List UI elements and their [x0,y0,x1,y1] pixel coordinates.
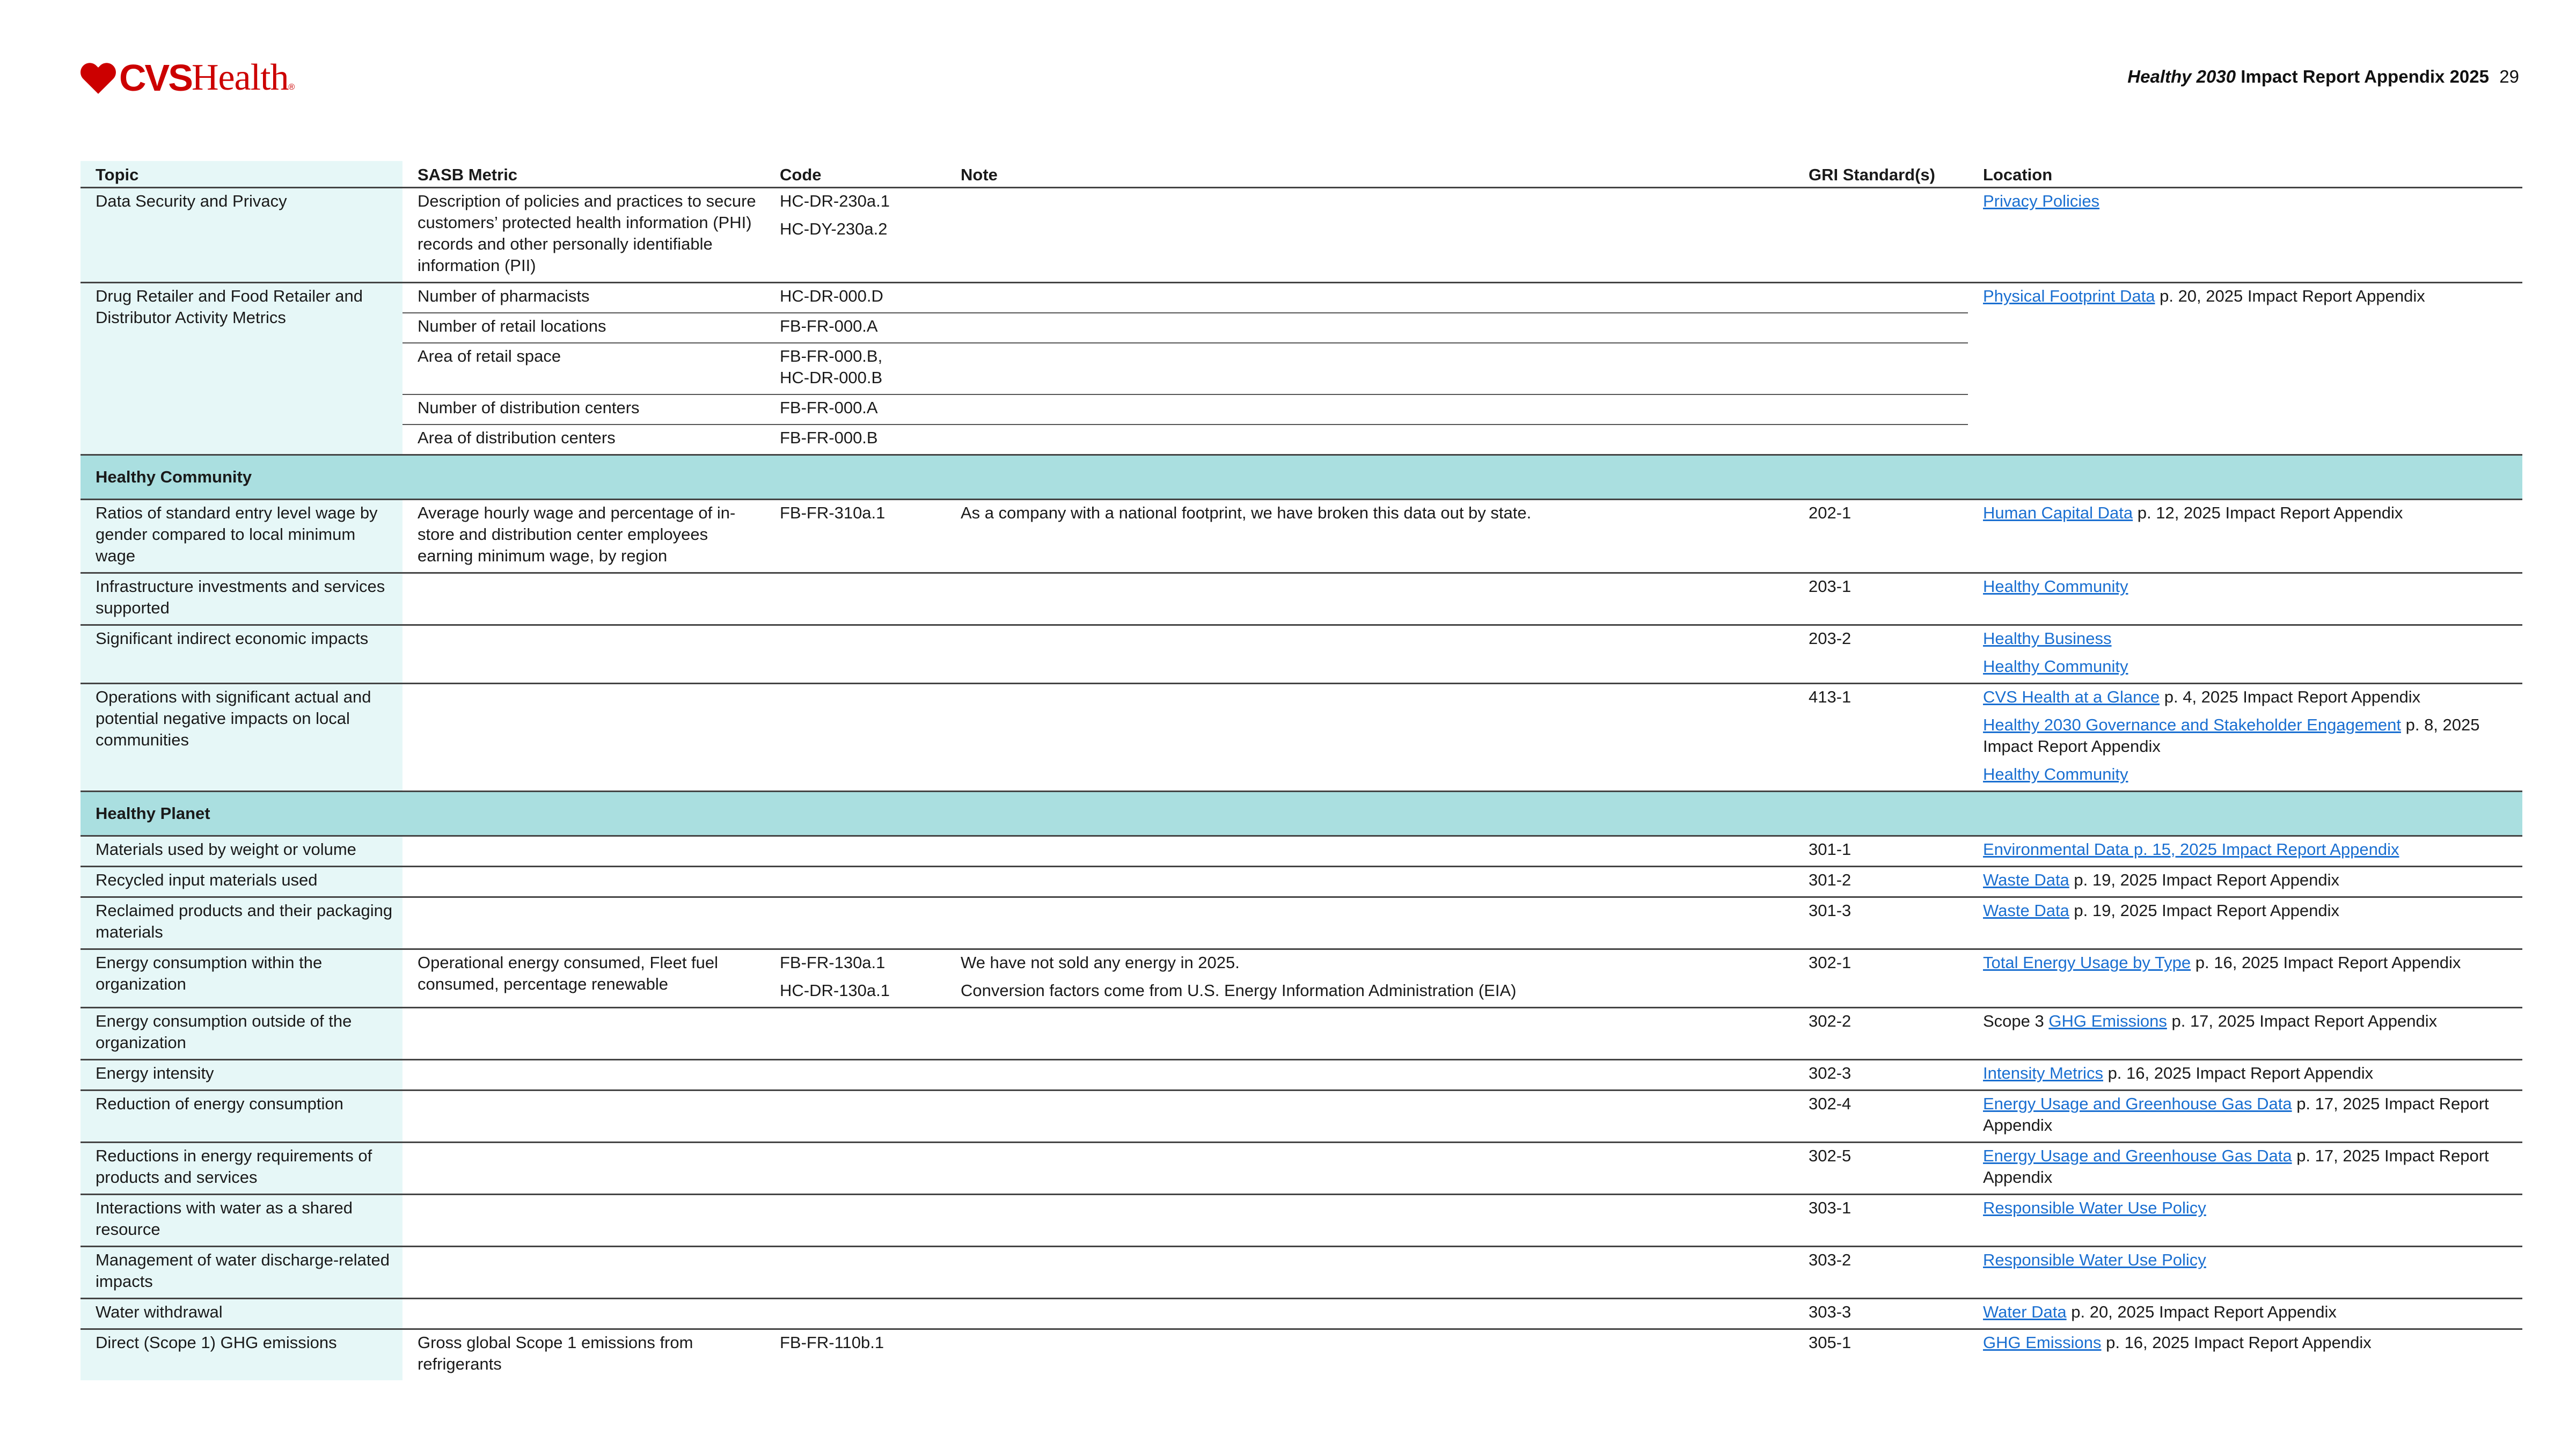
code-cell [765,1091,946,1143]
topic-cell: Data Security and Privacy [80,188,402,283]
location-link[interactable]: Responsible Water Use Policy [1983,1250,2206,1269]
note-cell [946,1091,1794,1143]
table-row [80,949,2522,1008]
sasb-cell [402,684,765,792]
gri-cell: 413-1 [1794,684,1968,792]
location-link[interactable]: Waste Data [1983,870,2069,889]
location-cell [1968,867,2522,897]
gri-cell: 302-2 [1794,1008,1968,1060]
location-link[interactable]: Healthy 2030 Governance and Stakeholder Engagement [1983,715,2401,734]
code-cell [765,949,946,1008]
code-cell [765,573,946,625]
topic-cell: Energy consumption outside of the organization [80,1008,402,1060]
sasb-cell: Number of pharmacists [402,283,765,313]
sasb-cell [402,1299,765,1329]
code-cell [765,1247,946,1299]
topic-cell: Materials used by weight or volume [80,836,402,867]
col-header-location: Location [1968,161,2522,188]
location-link[interactable]: GHG Emissions [1983,1333,2102,1352]
note-cell [946,283,1794,313]
table-row [80,1329,2522,1381]
location-text: p. 20, 2025 Impact Report Appendix [2066,1302,2337,1321]
note-cell [946,1247,1794,1299]
table-header-row [80,161,2522,188]
sasb-cell: Area of distribution centers [402,425,765,455]
code-value: HC-DR-230a.1 [780,192,890,210]
table-row [80,283,2522,313]
gri-cell: 203-2 [1794,625,1968,684]
note-text: We have not sold any energy in 2025. [961,953,1240,972]
code-cell [765,897,946,949]
col-header-note: Note [946,161,1794,188]
location-cell [1968,1143,2522,1195]
topic-cell: Energy consumption within the organization [80,949,402,1008]
gri-cell: 301-2 [1794,867,1968,897]
location-link[interactable]: Privacy Policies [1983,192,2100,210]
note-cell [946,1060,1794,1091]
col-header-gri: GRI Standard(s) [1794,161,1968,188]
location-cell [1968,897,2522,949]
location-link[interactable]: CVS Health at a Glance [1983,687,2160,706]
topic-cell: Infrastructure investments and services supported [80,573,402,625]
gri-cell [1794,394,1968,425]
location-link[interactable]: Healthy Business [1983,629,2112,648]
gri-cell: 302-5 [1794,1143,1968,1195]
sasb-cell [402,836,765,867]
location-cell [1968,1060,2522,1091]
note-cell [946,573,1794,625]
sasb-cell: Number of retail locations [402,313,765,343]
code-cell: FB-FR-310a.1 [765,500,946,573]
sasb-cell [402,1008,765,1060]
page-number: 29 [2499,67,2519,86]
gri-cell [1794,188,1968,283]
location-link[interactable]: Healthy Community [1983,577,2128,596]
report-title-italic: Healthy 2030 [2127,67,2236,86]
code-cell [765,343,946,394]
gri-cell [1794,425,1968,455]
report-title-rest: Impact Report Appendix 2025 [2236,67,2489,86]
location-text: Scope 3 [1983,1012,2049,1030]
report-title [2127,67,2489,87]
topic-cell: Water withdrawal [80,1299,402,1329]
sasb-cell: Area of retail space [402,343,765,394]
sasb-cell [402,625,765,684]
topic-cell: Energy intensity [80,1060,402,1091]
location-link[interactable]: Responsible Water Use Policy [1983,1198,2206,1217]
gri-cell: 302-3 [1794,1060,1968,1091]
topic-cell: Interactions with water as a shared resource [80,1195,402,1247]
table-row [80,1091,2522,1143]
location-link[interactable]: Physical Footprint Data [1983,287,2155,305]
code-cell [765,684,946,792]
note-cell [946,425,1794,455]
note-cell [946,394,1794,425]
location-cell [1968,1299,2522,1329]
sasb-cell: Gross global Scope 1 emissions from refrigerants [402,1329,765,1381]
note-cell [946,1008,1794,1060]
gri-cell: 302-4 [1794,1091,1968,1143]
table-row [80,1195,2522,1247]
code-cell: FB-FR-000.A [765,394,946,425]
sasb-cell [402,1247,765,1299]
location-text: p. 8, 2025 Impact Report Appendix [1983,715,2480,756]
code-value: HC-DY-230a.2 [780,219,888,238]
section-title: Healthy Community [80,455,2522,500]
location-cell [1968,1247,2522,1299]
sasb-cell [402,1060,765,1091]
code-cell [765,867,946,897]
table-row [80,897,2522,949]
location-link[interactable]: Healthy Community [1983,765,2128,784]
note-cell [946,1329,1794,1381]
location-cell [1968,625,2522,684]
location-text: p. 4, 2025 Impact Report Appendix [2160,687,2421,706]
section-title: Healthy Planet [80,792,2522,836]
note-cell [946,836,1794,867]
location-link[interactable]: Water Data [1983,1302,2067,1321]
location-cell [1968,283,2522,455]
code-value: FB-FR-000.B, [780,347,883,365]
logo-registered-mark: ® [288,83,295,92]
location-cell [1968,836,2522,867]
location-cell [1968,188,2522,283]
code-cell [765,188,946,283]
gri-cell [1794,343,1968,394]
topic-cell: Reduction of energy consumption [80,1091,402,1143]
gri-cell: 303-3 [1794,1299,1968,1329]
note-cell [946,1195,1794,1247]
gri-cell: 202-1 [1794,500,1968,573]
location-text: p. 17, 2025 Impact Report Appendix [1983,1146,2489,1187]
note-cell [946,1143,1794,1195]
location-link[interactable]: Human Capital Data [1983,503,2133,522]
topic-cell: Reductions in energy requirements of products and services [80,1143,402,1195]
sasb-cell [402,573,765,625]
code-cell: HC-DR-000.D [765,283,946,313]
location-cell [1968,1329,2522,1381]
sasb-cell [402,897,765,949]
location-text: p. 12, 2025 Impact Report Appendix [2133,503,2403,522]
logo-cvs-text: CVS [119,57,192,99]
topic-cell: Significant indirect economic impacts [80,625,402,684]
code-cell [765,1008,946,1060]
location-cell [1968,1008,2522,1060]
sasb-cell [402,1195,765,1247]
location-text: p. 16, 2025 Impact Report Appendix [2103,1064,2374,1082]
sasb-cell: Description of policies and practices to secure customers’ protected health information (PHI) records and other personally identifiable information (PII) [418,192,756,275]
note-cell [946,1299,1794,1329]
code-value: HC-DR-130a.1 [780,981,890,1000]
table-row [80,1143,2522,1195]
code-value: FB-FR-130a.1 [780,953,885,972]
location-link[interactable]: Environmental Data p. 15, 2025 Impact Report Appendix [1983,840,2399,859]
topic-cell: Ratios of standard entry level wage by gender compared to local minimum wage [80,500,402,573]
table-row [80,1060,2522,1091]
sasb-cell: Average hourly wage and percentage of in-store and distribution center employees earning minimum wage, by region [402,500,765,573]
sasb-cell [402,1143,765,1195]
note-cell [946,343,1794,394]
location-link[interactable]: Total Energy Usage by Type [1983,953,2191,972]
gri-cell: 301-3 [1794,897,1968,949]
location-text: p. 16, 2025 Impact Report Appendix [2101,1333,2372,1352]
gri-cell [1794,313,1968,343]
location-link[interactable]: GHG Emissions [2048,1012,2167,1030]
sasb-cell: Operational energy consumed, Fleet fuel consumed, percentage renewable [402,949,765,1008]
gri-cell: 305-1 [1794,1329,1968,1381]
location-cell [1968,1091,2522,1143]
table-row [80,1299,2522,1329]
gri-cell: 301-1 [1794,836,1968,867]
location-text: p. 17, 2025 Impact Report Appendix [2167,1012,2438,1030]
code-cell [765,1143,946,1195]
table-row [80,188,2522,283]
col-header-topic: Topic [80,161,402,188]
topic-cell: Management of water discharge-related impacts [80,1247,402,1299]
location-link[interactable]: Healthy Community [1983,657,2128,676]
note-cell: As a company with a national footprint, we have broken this data out by state. [946,500,1794,573]
gri-cell: 302-1 [1794,949,1968,1008]
gri-cell: 303-1 [1794,1195,1968,1247]
code-cell [765,1060,946,1091]
topic-cell: Recycled input materials used [80,867,402,897]
sasb-cell [402,867,765,897]
section-row-healthy-planet [80,792,2522,836]
code-cell: FB-FR-000.A [765,313,946,343]
heart-icon [80,62,116,94]
table-row [80,684,2522,792]
sasb-cell [402,1091,765,1143]
location-cell [1968,684,2522,792]
topic-cell: Reclaimed products and their packaging materials [80,897,402,949]
table-row [80,573,2522,625]
table-row [80,867,2522,897]
gri-cell [1794,283,1968,313]
code-cell: FB-FR-000.B [765,425,946,455]
topic-cell: Operations with significant actual and potential negative impacts on local communities [80,684,402,792]
cvs-health-logo [80,59,295,97]
location-cell [1968,500,2522,573]
location-text: p. 19, 2025 Impact Report Appendix [2069,901,2340,920]
note-cell [946,625,1794,684]
location-link[interactable]: Energy Usage and Greenhouse Gas Data [1983,1146,2292,1165]
section-row-healthy-community [80,455,2522,500]
table-row [80,836,2522,867]
note-cell [946,188,1794,283]
note-cell [946,867,1794,897]
note-cell [946,684,1794,792]
note-text: Conversion factors come from U.S. Energy Information Administration (EIA) [961,981,1517,1000]
code-value: HC-DR-000.B [780,368,883,387]
sasb-cell: Number of distribution centers [402,394,765,425]
note-cell [946,897,1794,949]
code-cell [765,1299,946,1329]
note-cell [946,313,1794,343]
location-text: p. 16, 2025 Impact Report Appendix [2191,953,2461,972]
note-cell [946,949,1794,1008]
location-text: p. 20, 2025 Impact Report Appendix [2155,287,2425,305]
col-header-sasb: SASB Metric [402,161,765,188]
code-cell [765,625,946,684]
location-link[interactable]: Waste Data [1983,901,2069,920]
code-cell [765,1195,946,1247]
location-text: p. 17, 2025 Impact Report Appendix [1983,1094,2489,1135]
location-link[interactable]: Energy Usage and Greenhouse Gas Data [1983,1094,2292,1113]
table-row [80,500,2522,573]
topic-cell: Drug Retailer and Food Retailer and Distributor Activity Metrics [80,283,402,455]
table-row [80,625,2522,684]
location-cell [1968,573,2522,625]
code-cell: FB-FR-110b.1 [765,1329,946,1381]
table-row [80,1008,2522,1060]
col-header-code: Code [765,161,946,188]
location-link[interactable]: Intensity Metrics [1983,1064,2103,1082]
code-cell [765,836,946,867]
topic-cell: Direct (Scope 1) GHG emissions [80,1329,402,1381]
gri-cell: 203-1 [1794,573,1968,625]
gri-cell: 303-2 [1794,1247,1968,1299]
gri-sasb-index-table [80,161,2522,1380]
location-cell [1968,949,2522,1008]
location-cell [1968,1195,2522,1247]
logo-health-text: Health [191,57,289,98]
table-row [80,1247,2522,1299]
location-text: p. 19, 2025 Impact Report Appendix [2069,870,2340,889]
